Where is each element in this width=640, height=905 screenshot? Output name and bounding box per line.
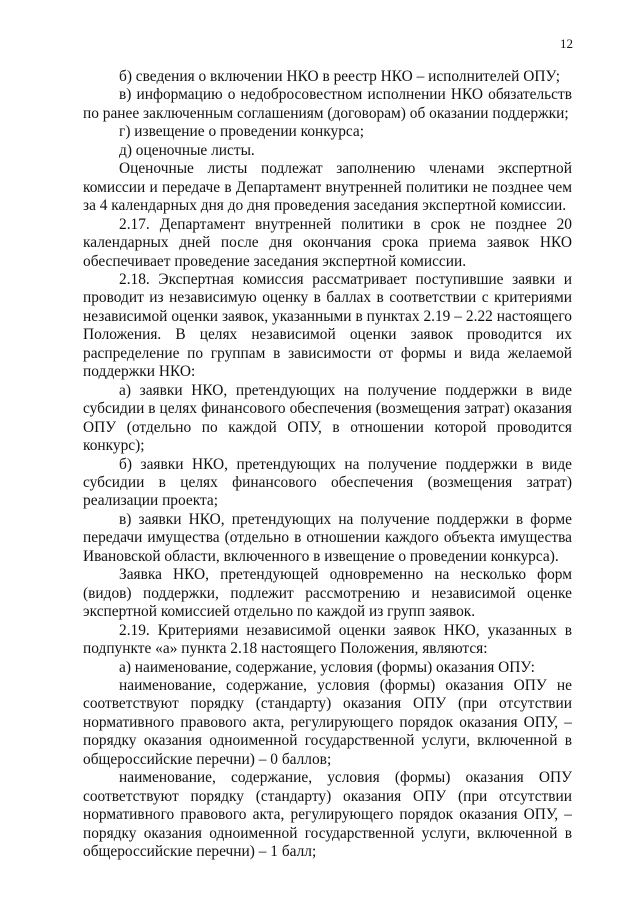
paragraph: г) извещение о проведении конкурса; (119, 123, 365, 141)
document-body (83, 68, 572, 861)
paragraph: наименование, содержание, условия (формы) оказания ОПУ не соответствуют порядку (стандарту) оказания ОПУ (при отсутствии нормативного правового акта, регулирующего порядок оказания ОПУ, – порядку оказания одноименной государственной услуги, включенной в общероссийские перечни) – 0 баллов; (83, 676, 572, 768)
paragraph: Заявка НКО, претендующей одновременно на несколько форм (видов) поддержки, подлежит рассмотрению и независимой оценке экспертной комиссией отдельно по каждой из групп заявок. (83, 566, 572, 621)
paragraph: 2.19. Критериями независимой оценки заявок НКО, указанных в подпункте «а» пункта 2.18 настоящего Положения, являются: (83, 621, 572, 658)
paragraph: б) заявки НКО, претендующих на получение поддержки в виде субсидии в целях финансового обеспечения (возмещения затрат) реализации проекта; (83, 455, 572, 510)
page-number: 12 (560, 36, 573, 51)
paragraph: 2.18. Экспертная комиссия рассматривает поступившие заявки и проводит из независимую оценку в баллах в соответствии с критериями независимой оценки заявок, указанными в пунктах 2.19 – 2.22 настоящего Положения. В целях независимой оценки заявок проводится их распределение по группам в зависимости от формы и вида желаемой поддержки НКО: (83, 270, 572, 381)
paragraph: наименование, содержание, условия (формы) оказания ОПУ соответствуют порядку (стандарту) оказания ОПУ (при отсутствии нормативного правового акта, регулирующего порядок оказания ОПУ, – порядку оказания одноименной государственной услуги, включенной в общероссийские перечни) – 1 балл; (83, 769, 572, 861)
paragraph: д) оценочные листы. (119, 141, 255, 159)
paragraph: Оценочные листы подлежат заполнению членами экспертной комиссии и передаче в Департамент внутренней политики не позднее чем за 4 календарных дня до дня проведения заседания экспертной комиссии. (83, 160, 572, 215)
paragraph: б) сведения о включении НКО в реестр НКО – исполнителей ОПУ; (119, 68, 561, 85)
paragraph: а) наименование, содержание, условия (формы) оказания ОПУ: (119, 658, 535, 676)
paragraph: в) заявки НКО, претендующих на получение поддержки в форме передачи имущества (отдельно в отношении каждого объекта имущества Ивановской области, включенного в извещение о проведении конкурса). (83, 510, 572, 565)
paragraph: а) заявки НКО, претендующих на получение поддержки в виде субсидии в целях финансового обеспечения (возмещения затрат) оказания ОПУ (отдельно по каждой ОПУ, в отношении которой проводится конкурс); (83, 381, 572, 455)
paragraph: в) информацию о недобросовестном исполнении НКО обязательств по ранее заключенным соглашениям (договорам) об оказании поддержки; (83, 86, 572, 122)
paragraph: 2.17. Департамент внутренней политики в срок не позднее 20 календарных дней после дня окончания срока приема заявок НКО обеспечивает проведение заседания экспертной комиссии. (83, 215, 572, 270)
